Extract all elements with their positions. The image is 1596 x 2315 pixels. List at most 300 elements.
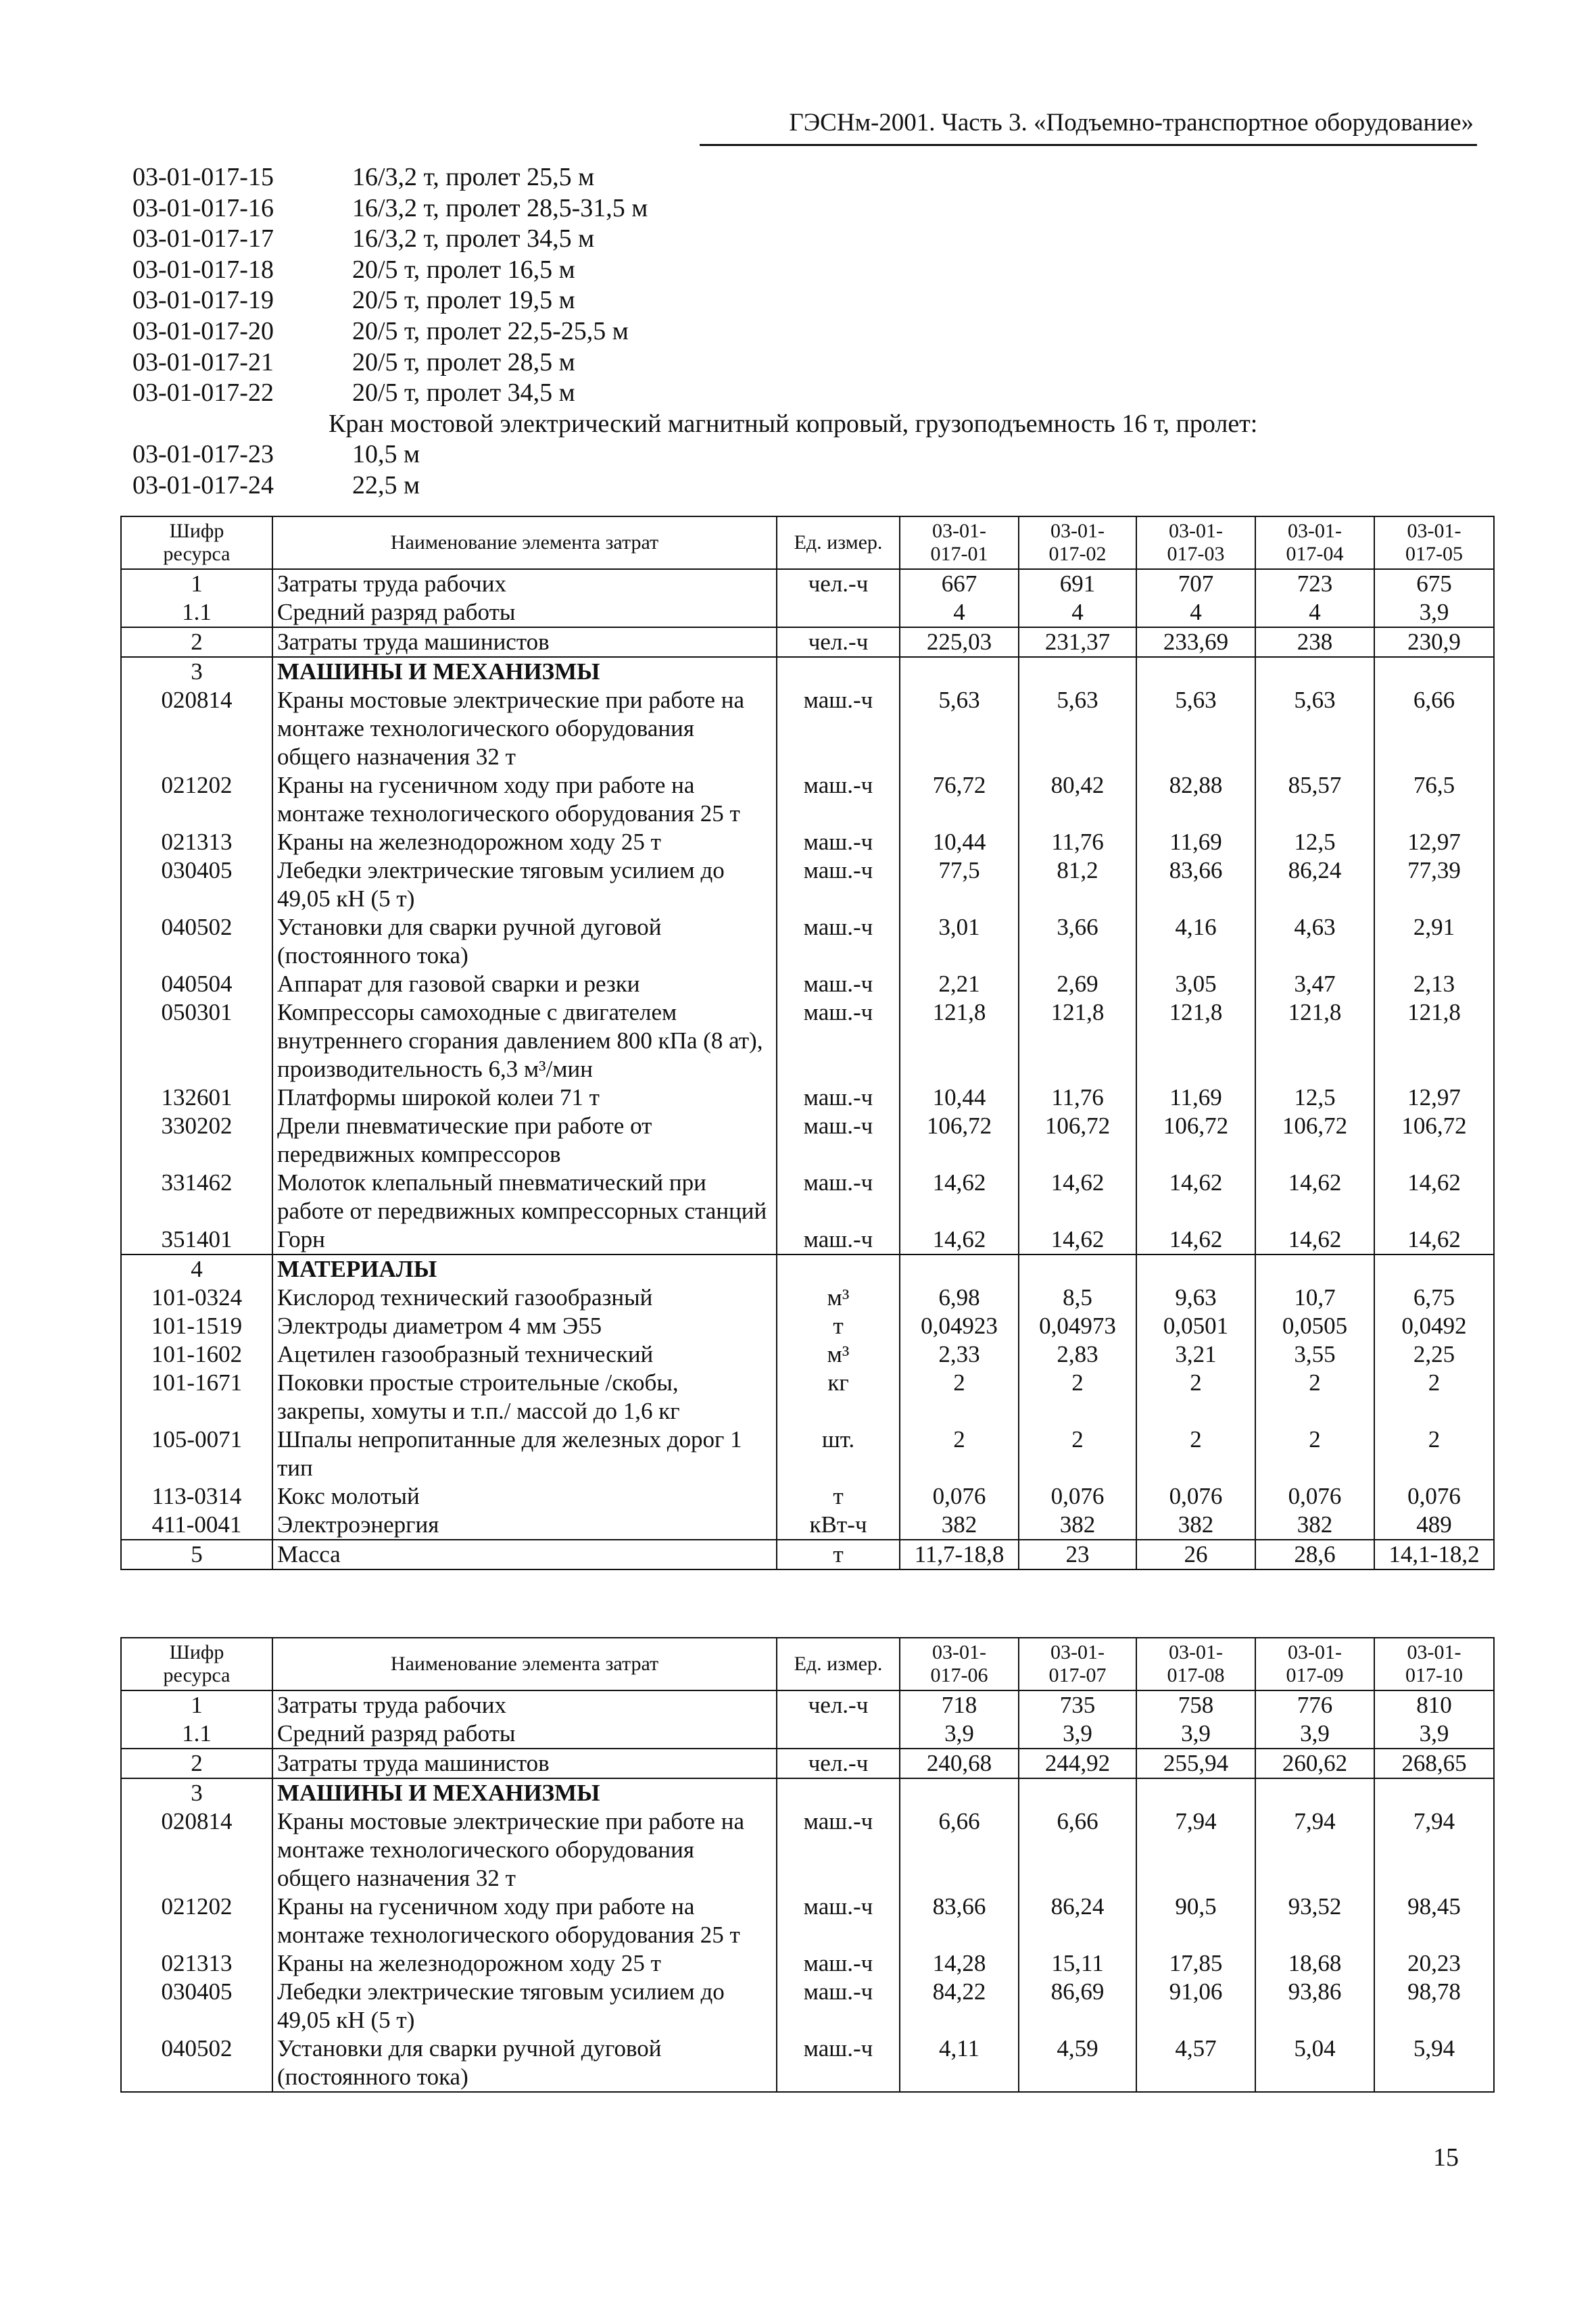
resource-name: Краны на железнодорожном ходу 25 т <box>272 1949 777 1978</box>
resource-name: Аппарат для газовой сварки и резки <box>272 970 777 998</box>
value-cell: 0,076 <box>1019 1482 1136 1511</box>
unit-cell: шт. <box>777 1425 900 1482</box>
resource-name: Краны на гусеничном ходу при работе на монтаже технологического оборудования 25 т <box>272 1893 777 1949</box>
value-cell: 12,97 <box>1374 1083 1494 1112</box>
resource-code: 132601 <box>121 1083 272 1112</box>
unit-cell: маш.-ч <box>777 913 900 970</box>
resource-code: 021202 <box>121 1893 272 1949</box>
value-cell: 121,8 <box>1255 998 1374 1083</box>
code-list-code: 03-01-017-17 <box>132 224 274 253</box>
section-title: МАШИНЫ И МЕХАНИЗМЫ <box>272 657 777 686</box>
code-list-item <box>132 316 1257 347</box>
value-cell: 4,59 <box>1019 2034 1136 2092</box>
code-list-desc: 22,5 м <box>352 470 420 499</box>
unit-cell: м³ <box>777 1340 900 1369</box>
table-header-cell: Наименование элемента затрат <box>272 1638 777 1690</box>
resource-code: 020814 <box>121 1807 272 1893</box>
resource-code: 351401 <box>121 1225 272 1254</box>
unit-cell: маш.-ч <box>777 1949 900 1978</box>
value-cell: 3,9 <box>1019 1720 1136 1749</box>
table-header-cell: 03-01- 017-01 <box>900 516 1019 569</box>
resource-name: Компрессоры самоходные с двигателем внутреннего сгорания давлением 800 кПа (8 ат), производительность 6,3 м³/мин <box>272 998 777 1083</box>
unit-cell: маш.-ч <box>777 1083 900 1112</box>
unit-cell: маш.-ч <box>777 856 900 913</box>
resource-name: Средний разряд работы <box>272 598 777 627</box>
value-cell: 7,94 <box>1136 1807 1255 1893</box>
value-cell: 5,63 <box>1136 686 1255 771</box>
page-number: 15 <box>1433 2143 1459 2172</box>
value-cell <box>1019 1778 1136 1807</box>
value-cell: 98,78 <box>1374 1978 1494 2034</box>
unit-cell: т <box>777 1540 900 1569</box>
value-cell: 2,69 <box>1019 970 1136 998</box>
resource-name: Установки для сварки ручной дуговой (постоянного тока) <box>272 913 777 970</box>
resource-code: 101-0324 <box>121 1284 272 1312</box>
code-list-item <box>132 255 1257 286</box>
code-list-code: 03-01-017-20 <box>132 316 274 345</box>
resource-code: 1.1 <box>121 1720 272 1749</box>
unit-cell <box>777 598 900 627</box>
unit-cell: маш.-ч <box>777 1807 900 1893</box>
value-cell: 28,6 <box>1255 1540 1374 1569</box>
value-cell: 3,05 <box>1136 970 1255 998</box>
value-cell: 10,7 <box>1255 1284 1374 1312</box>
value-cell: 86,24 <box>1255 856 1374 913</box>
value-cell: 10,44 <box>900 1083 1019 1112</box>
code-list-desc: 20/5 т, пролет 34,5 м <box>352 379 575 408</box>
code-list-desc: 10,5 м <box>352 440 420 469</box>
value-cell: 225,03 <box>900 627 1019 657</box>
resource-code: 050301 <box>121 998 272 1083</box>
value-cell <box>900 1778 1019 1807</box>
code-list-code: 03-01-017-18 <box>132 255 274 284</box>
table-row <box>121 1511 1494 1540</box>
table-row <box>121 970 1494 998</box>
table-row <box>121 1893 1494 1949</box>
value-cell: 106,72 <box>900 1112 1019 1169</box>
table-row <box>121 1540 1494 1569</box>
table-row <box>121 1425 1494 1482</box>
value-cell: 4,16 <box>1136 913 1255 970</box>
value-cell: 12,5 <box>1255 1083 1374 1112</box>
value-cell: 0,076 <box>900 1482 1019 1511</box>
resource-code: 040504 <box>121 970 272 998</box>
value-cell: 3,47 <box>1255 970 1374 998</box>
unit-cell: чел.-ч <box>777 627 900 657</box>
value-cell: 77,5 <box>900 856 1019 913</box>
value-cell <box>1019 1254 1136 1284</box>
value-cell: 5,04 <box>1255 2034 1374 2092</box>
value-cell: 810 <box>1374 1690 1494 1720</box>
value-cell: 18,68 <box>1255 1949 1374 1978</box>
value-cell: 4,63 <box>1255 913 1374 970</box>
table-row <box>121 913 1494 970</box>
value-cell: 14,62 <box>1255 1225 1374 1254</box>
value-cell: 3,55 <box>1255 1340 1374 1369</box>
value-cell: 3,01 <box>900 913 1019 970</box>
table-row <box>121 1083 1494 1112</box>
value-cell: 106,72 <box>1019 1112 1136 1169</box>
resource-name: Лебедки электрические тяговым усилием до 49,05 кН (5 т) <box>272 856 777 913</box>
code-list-desc: 16/3,2 т, пролет 28,5-31,5 м <box>352 193 648 222</box>
table-header-cell: 03-01- 017-02 <box>1019 516 1136 569</box>
value-cell: 86,69 <box>1019 1978 1136 2034</box>
resource-name: Кислород технический газообразный <box>272 1284 777 1312</box>
value-cell: 121,8 <box>1019 998 1136 1083</box>
unit-cell: чел.-ч <box>777 1690 900 1720</box>
value-cell: 14,62 <box>1255 1169 1374 1225</box>
value-cell: 723 <box>1255 569 1374 598</box>
resource-code: 040502 <box>121 913 272 970</box>
table-header-cell: 03-01- 017-06 <box>900 1638 1019 1690</box>
code-list-item <box>132 470 1257 502</box>
resource-code: 331462 <box>121 1169 272 1225</box>
value-cell: 0,076 <box>1255 1482 1374 1511</box>
table-row <box>121 1749 1494 1778</box>
resource-name: Краны на гусеничном ходу при работе на монтаже технологического оборудования 25 т <box>272 771 777 828</box>
value-cell: 5,63 <box>1255 686 1374 771</box>
value-cell: 2 <box>1374 1369 1494 1425</box>
value-cell: 77,39 <box>1374 856 1494 913</box>
resource-code: 101-1602 <box>121 1340 272 1369</box>
table-header-row <box>121 516 1494 569</box>
code-list-code: 03-01-017-24 <box>132 470 274 499</box>
value-cell: 718 <box>900 1690 1019 1720</box>
table-header-cell: 03-01- 017-05 <box>1374 516 1494 569</box>
value-cell: 238 <box>1255 627 1374 657</box>
section-title: МАТЕРИАЛЫ <box>272 1254 777 1284</box>
value-cell: 0,0505 <box>1255 1312 1374 1340</box>
value-cell: 0,0492 <box>1374 1312 1494 1340</box>
value-cell: 268,65 <box>1374 1749 1494 1778</box>
value-cell: 2,21 <box>900 970 1019 998</box>
resource-code: 4 <box>121 1254 272 1284</box>
value-cell: 3,9 <box>1255 1720 1374 1749</box>
code-list-item <box>132 162 1257 193</box>
unit-cell: маш.-ч <box>777 1225 900 1254</box>
resource-table-2 <box>120 1637 1495 2093</box>
resource-name: Затраты труда машинистов <box>272 627 777 657</box>
value-cell: 758 <box>1136 1690 1255 1720</box>
resource-name: Краны мостовые электрические при работе на монтаже технологического оборудования общего назначения 32 т <box>272 686 777 771</box>
table-row <box>121 657 1494 686</box>
value-cell: 121,8 <box>900 998 1019 1083</box>
value-cell: 0,0501 <box>1136 1312 1255 1340</box>
value-cell: 0,076 <box>1136 1482 1255 1511</box>
table-row <box>121 1112 1494 1169</box>
unit-cell <box>777 1254 900 1284</box>
value-cell: 3,9 <box>900 1720 1019 1749</box>
value-cell: 3,9 <box>1374 1720 1494 1749</box>
resource-code: 411-0041 <box>121 1511 272 1540</box>
value-cell <box>1136 1778 1255 1807</box>
value-cell: 11,7-18,8 <box>900 1540 1019 1569</box>
value-cell: 382 <box>1255 1511 1374 1540</box>
value-cell: 6,66 <box>1019 1807 1136 1893</box>
resource-table-1 <box>120 516 1495 1570</box>
resource-code: 1 <box>121 1690 272 1720</box>
resource-code: 021313 <box>121 828 272 856</box>
unit-cell: маш.-ч <box>777 2034 900 2092</box>
value-cell: 2 <box>900 1369 1019 1425</box>
unit-cell: маш.-ч <box>777 998 900 1083</box>
table-header-cell: Шифр ресурса <box>121 516 272 569</box>
table-header-cell: 03-01- 017-10 <box>1374 1638 1494 1690</box>
resource-code: 330202 <box>121 1112 272 1169</box>
code-list-desc: 20/5 т, пролет 22,5-25,5 м <box>352 316 629 345</box>
value-cell: 91,06 <box>1136 1978 1255 2034</box>
value-cell: 2,33 <box>900 1340 1019 1369</box>
table-row <box>121 1225 1494 1254</box>
value-cell: 15,11 <box>1019 1949 1136 1978</box>
code-list-item <box>132 193 1257 224</box>
value-cell: 9,63 <box>1136 1284 1255 1312</box>
header-rule <box>700 144 1477 146</box>
code-list-desc: 20/5 т, пролет 28,5 м <box>352 347 575 376</box>
code-list-code: 03-01-017-16 <box>132 193 274 222</box>
value-cell: 14,62 <box>900 1225 1019 1254</box>
resource-name: Электроды диаметром 4 мм Э55 <box>272 1312 777 1340</box>
unit-cell: м³ <box>777 1284 900 1312</box>
code-list-heading: Кран мостовой электрический магнитный копровый, грузоподъемность 16 т, пролет: <box>329 409 1258 438</box>
unit-cell: маш.-ч <box>777 970 900 998</box>
page-header: ГЭСНм-2001. Часть 3. «Подъемно-транспортное оборудование» <box>789 109 1474 137</box>
value-cell: 4 <box>900 598 1019 627</box>
value-cell: 7,94 <box>1374 1807 1494 1893</box>
resource-code: 030405 <box>121 1978 272 2034</box>
resource-name: Лебедки электрические тяговым усилием до 49,05 кН (5 т) <box>272 1978 777 2034</box>
value-cell <box>1374 1254 1494 1284</box>
table-row <box>121 627 1494 657</box>
value-cell: 4,11 <box>900 2034 1019 2092</box>
value-cell: 14,62 <box>1136 1225 1255 1254</box>
value-cell: 26 <box>1136 1540 1255 1569</box>
resource-name: Затраты труда рабочих <box>272 569 777 598</box>
code-list-desc: 20/5 т, пролет 19,5 м <box>352 286 575 315</box>
unit-cell: маш.-ч <box>777 686 900 771</box>
value-cell: 11,69 <box>1136 1083 1255 1112</box>
value-cell: 4,57 <box>1136 2034 1255 2092</box>
table-row <box>121 1949 1494 1978</box>
unit-cell: маш.-ч <box>777 1893 900 1949</box>
value-cell <box>1255 1778 1374 1807</box>
resource-code: 1 <box>121 569 272 598</box>
value-cell: 5,94 <box>1374 2034 1494 2092</box>
value-cell: 230,9 <box>1374 627 1494 657</box>
value-cell: 121,8 <box>1136 998 1255 1083</box>
value-cell: 255,94 <box>1136 1749 1255 1778</box>
value-cell: 14,62 <box>1019 1169 1136 1225</box>
value-cell: 735 <box>1019 1690 1136 1720</box>
resource-code: 101-1671 <box>121 1369 272 1425</box>
unit-cell <box>777 1778 900 1807</box>
value-cell: 382 <box>1136 1511 1255 1540</box>
value-cell: 106,72 <box>1374 1112 1494 1169</box>
value-cell: 12,5 <box>1255 828 1374 856</box>
value-cell: 691 <box>1019 569 1136 598</box>
resource-code: 030405 <box>121 856 272 913</box>
table-row <box>121 1312 1494 1340</box>
value-cell: 76,5 <box>1374 771 1494 828</box>
table-row <box>121 569 1494 598</box>
table-header-cell: 03-01- 017-09 <box>1255 1638 1374 1690</box>
unit-cell: маш.-ч <box>777 1169 900 1225</box>
value-cell: 6,98 <box>900 1284 1019 1312</box>
value-cell: 2 <box>1136 1369 1255 1425</box>
resource-name: Горн <box>272 1225 777 1254</box>
value-cell: 121,8 <box>1374 998 1494 1083</box>
value-cell: 667 <box>900 569 1019 598</box>
value-cell: 6,66 <box>1374 686 1494 771</box>
value-cell: 0,076 <box>1374 1482 1494 1511</box>
resource-code: 020814 <box>121 686 272 771</box>
resource-name: Краны мостовые электрические при работе на монтаже технологического оборудования общего назначения 32 т <box>272 1807 777 1893</box>
value-cell: 0,04973 <box>1019 1312 1136 1340</box>
value-cell: 4 <box>1019 598 1136 627</box>
value-cell: 5,63 <box>900 686 1019 771</box>
table-row <box>121 686 1494 771</box>
resource-code: 5 <box>121 1540 272 1569</box>
resource-name: Поковки простые строительные /скобы, закрепы, хомуты и т.п./ массой до 1,6 кг <box>272 1369 777 1425</box>
value-cell <box>1136 657 1255 686</box>
value-cell: 4 <box>1136 598 1255 627</box>
value-cell: 83,66 <box>900 1893 1019 1949</box>
value-cell: 11,69 <box>1136 828 1255 856</box>
resource-code: 3 <box>121 1778 272 1807</box>
unit-cell: кг <box>777 1369 900 1425</box>
value-cell: 106,72 <box>1136 1112 1255 1169</box>
value-cell: 233,69 <box>1136 627 1255 657</box>
value-cell: 2 <box>900 1425 1019 1482</box>
code-list <box>132 162 1257 502</box>
value-cell: 3,9 <box>1136 1720 1255 1749</box>
value-cell: 20,23 <box>1374 1949 1494 1978</box>
value-cell: 2 <box>1019 1369 1136 1425</box>
value-cell: 93,52 <box>1255 1893 1374 1949</box>
unit-cell <box>777 1720 900 1749</box>
code-list-desc: 16/3,2 т, пролет 25,5 м <box>352 163 595 191</box>
value-cell: 14,62 <box>1136 1169 1255 1225</box>
table-header-row <box>121 1638 1494 1690</box>
code-list-code: 03-01-017-21 <box>132 347 274 376</box>
resource-name: Затраты труда машинистов <box>272 1749 777 1778</box>
table-row <box>121 1340 1494 1369</box>
resource-code: 101-1519 <box>121 1312 272 1340</box>
table-row <box>121 1690 1494 1720</box>
value-cell: 12,97 <box>1374 828 1494 856</box>
table-row <box>121 598 1494 627</box>
resource-name: Кокс молотый <box>272 1482 777 1511</box>
resource-code: 040502 <box>121 2034 272 2092</box>
value-cell: 83,66 <box>1136 856 1255 913</box>
resource-name: Установки для сварки ручной дуговой (постоянного тока) <box>272 2034 777 2092</box>
value-cell: 11,76 <box>1019 1083 1136 1112</box>
table-row <box>121 828 1494 856</box>
value-cell <box>1255 657 1374 686</box>
section-title: МАШИНЫ И МЕХАНИЗМЫ <box>272 1778 777 1807</box>
unit-cell: маш.-ч <box>777 828 900 856</box>
value-cell: 2 <box>1374 1425 1494 1482</box>
value-cell: 93,86 <box>1255 1978 1374 2034</box>
resource-name: Электроэнергия <box>272 1511 777 1540</box>
value-cell: 231,37 <box>1019 627 1136 657</box>
code-list-item <box>132 378 1257 409</box>
resource-code: 2 <box>121 627 272 657</box>
resource-name: Масса <box>272 1540 777 1569</box>
code-list-code: 03-01-017-15 <box>132 163 274 191</box>
value-cell: 0,04923 <box>900 1312 1019 1340</box>
table-header-cell: Наименование элемента затрат <box>272 516 777 569</box>
value-cell: 8,5 <box>1019 1284 1136 1312</box>
value-cell: 14,62 <box>900 1169 1019 1225</box>
value-cell: 4 <box>1255 598 1374 627</box>
table-row <box>121 1284 1494 1312</box>
resource-code: 2 <box>121 1749 272 1778</box>
value-cell: 2 <box>1136 1425 1255 1482</box>
table-row <box>121 998 1494 1083</box>
value-cell <box>900 1254 1019 1284</box>
value-cell: 106,72 <box>1255 1112 1374 1169</box>
code-list-item <box>132 224 1257 255</box>
value-cell: 2,13 <box>1374 970 1494 998</box>
table-header-cell: 03-01- 017-03 <box>1136 516 1255 569</box>
table-row <box>121 771 1494 828</box>
resource-code: 021313 <box>121 1949 272 1978</box>
value-cell: 382 <box>900 1511 1019 1540</box>
value-cell: 2 <box>1019 1425 1136 1482</box>
code-list-code: 03-01-017-23 <box>132 440 274 469</box>
value-cell: 90,5 <box>1136 1893 1255 1949</box>
table-header-cell: Ед. измер. <box>777 516 900 569</box>
unit-cell: маш.-ч <box>777 1978 900 2034</box>
resource-code: 105-0071 <box>121 1425 272 1482</box>
table-row <box>121 1778 1494 1807</box>
value-cell: 2,25 <box>1374 1340 1494 1369</box>
table-row <box>121 1807 1494 1893</box>
resource-name: Краны на железнодорожном ходу 25 т <box>272 828 777 856</box>
value-cell: 5,63 <box>1019 686 1136 771</box>
value-cell: 382 <box>1019 1511 1136 1540</box>
resource-code: 021202 <box>121 771 272 828</box>
table-row <box>121 1169 1494 1225</box>
code-list-code: 03-01-017-19 <box>132 286 274 315</box>
resource-name: Шпалы непропитанные для железных дорог 1 тип <box>272 1425 777 1482</box>
unit-cell: т <box>777 1482 900 1511</box>
unit-cell: т <box>777 1312 900 1340</box>
table-header-cell: 03-01- 017-08 <box>1136 1638 1255 1690</box>
value-cell <box>900 657 1019 686</box>
value-cell: 14,1-18,2 <box>1374 1540 1494 1569</box>
resource-name: Платформы широкой колеи 71 т <box>272 1083 777 1112</box>
table-row <box>121 856 1494 913</box>
value-cell: 86,24 <box>1019 1893 1136 1949</box>
value-cell: 80,42 <box>1019 771 1136 828</box>
value-cell: 7,94 <box>1255 1807 1374 1893</box>
table-row <box>121 1978 1494 2034</box>
value-cell: 3,21 <box>1136 1340 1255 1369</box>
value-cell: 3,66 <box>1019 913 1136 970</box>
value-cell: 2,83 <box>1019 1340 1136 1369</box>
value-cell <box>1019 657 1136 686</box>
code-list-desc: 20/5 т, пролет 16,5 м <box>352 255 575 284</box>
code-list-item <box>132 439 1257 470</box>
value-cell: 244,92 <box>1019 1749 1136 1778</box>
table-header-cell: Ед. измер. <box>777 1638 900 1690</box>
value-cell: 17,85 <box>1136 1949 1255 1978</box>
unit-cell <box>777 657 900 686</box>
value-cell: 81,2 <box>1019 856 1136 913</box>
value-cell: 14,62 <box>1374 1225 1494 1254</box>
